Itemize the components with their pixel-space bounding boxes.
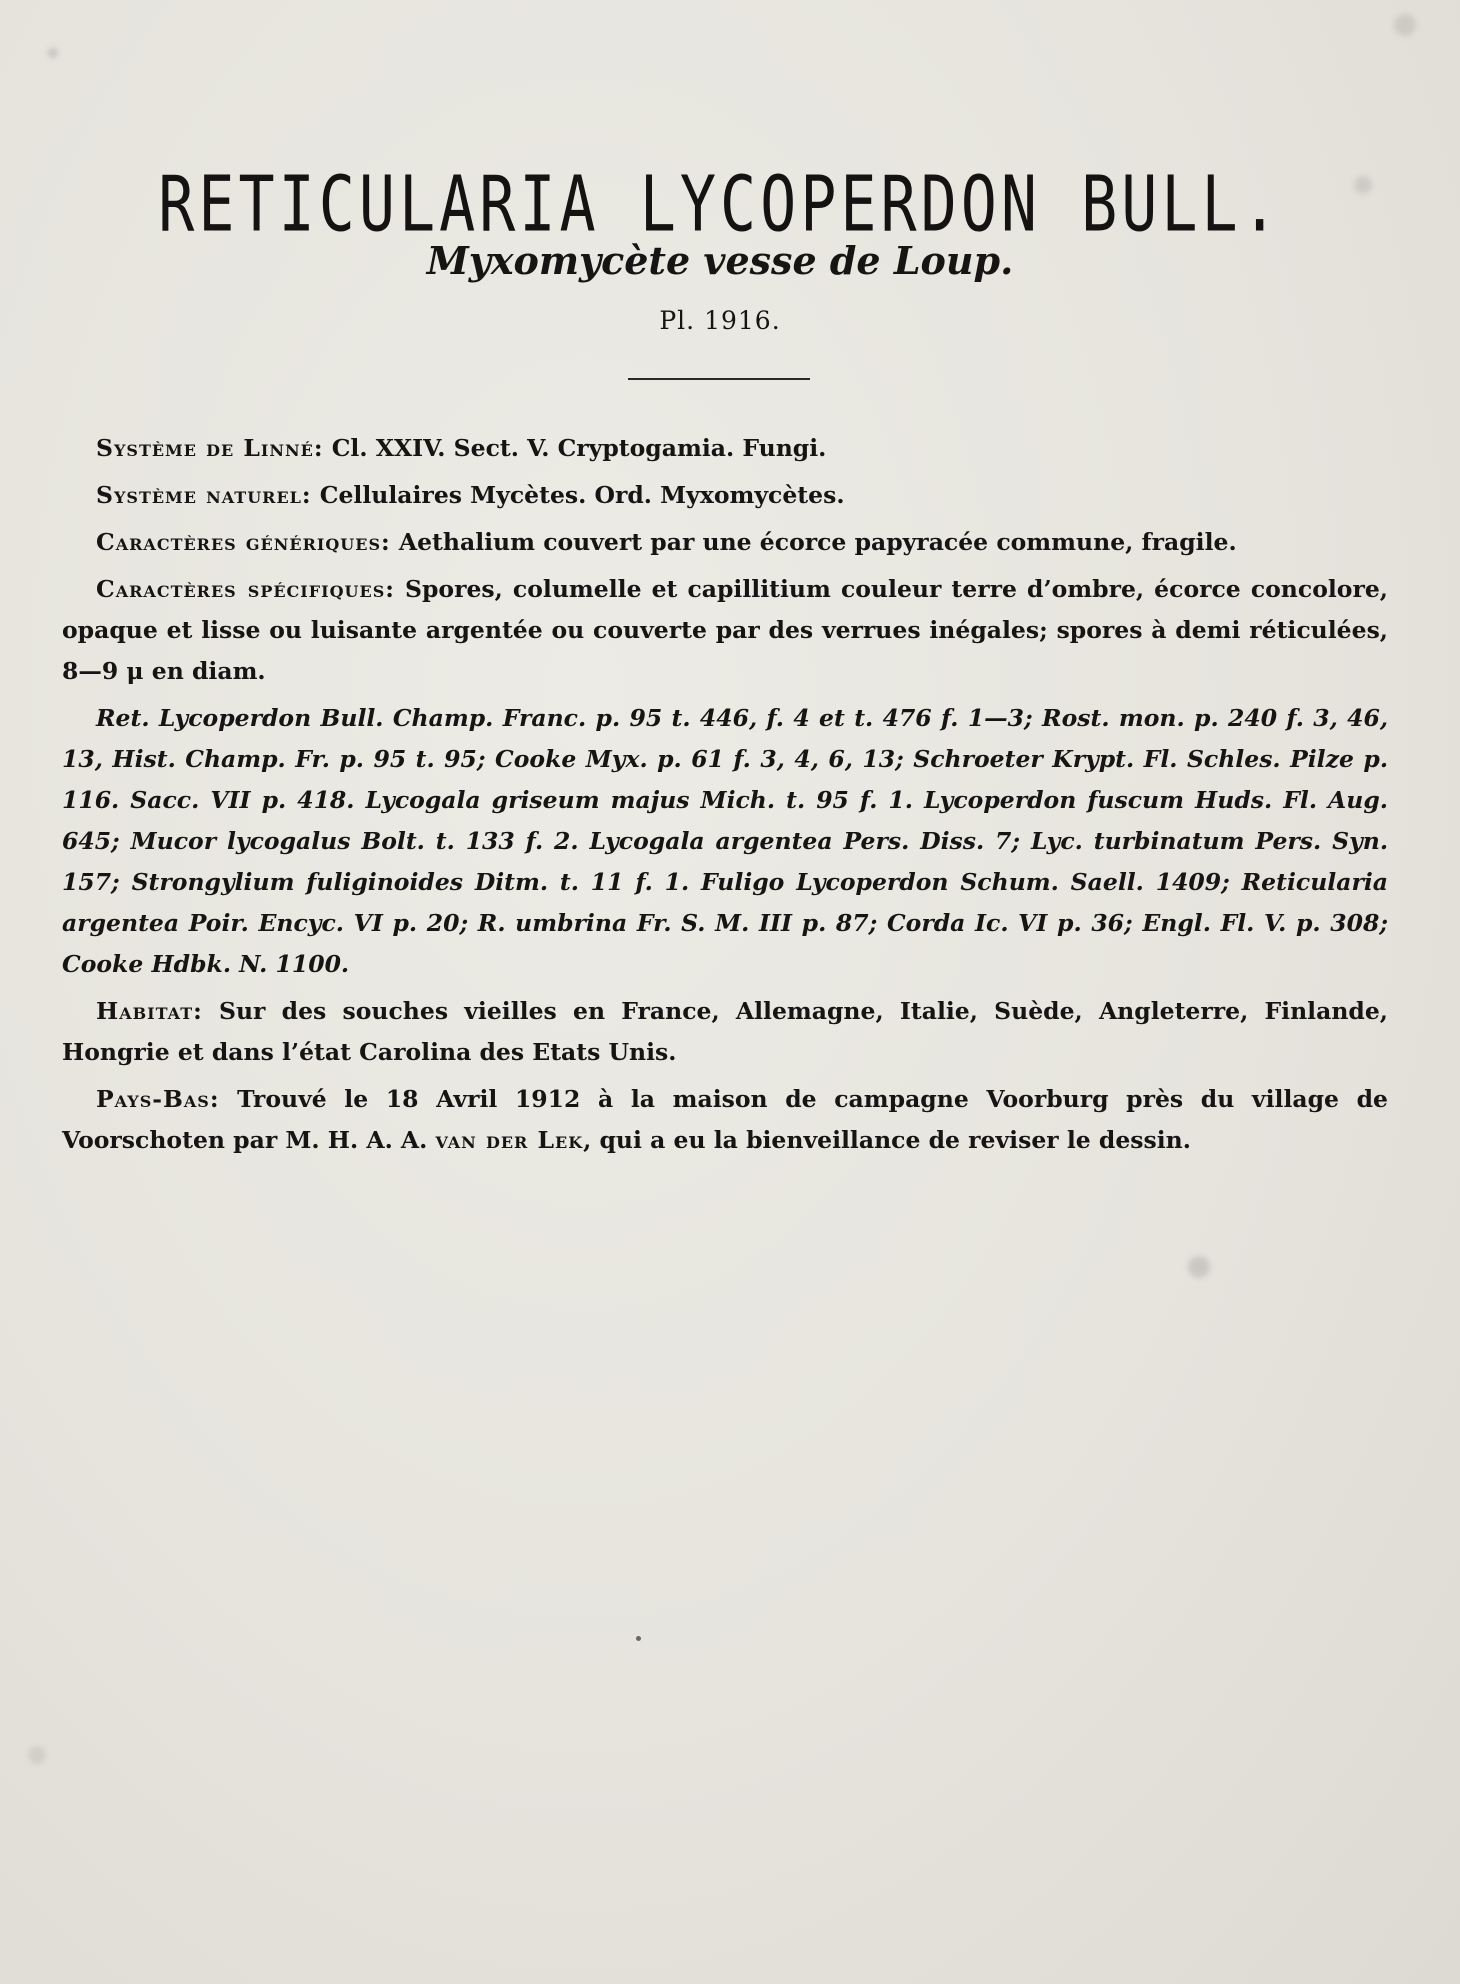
section-paysbas-text-a: Trouvé le 18 Avril 1912 à la maison de campagne Voorburg près du village de Voorschoten par M. H. A. A. — [62, 1085, 1388, 1154]
section-paysbas-label: Pays-Bas: — [96, 1085, 220, 1113]
section-habitat-label: Habitat: — [96, 997, 203, 1025]
plate-number: Pl. 1916. — [659, 306, 781, 335]
section-generiques-text: Aethalium couvert par une écorce papyracée commune, fragile. — [390, 528, 1237, 556]
page-subtitle: Myxomycète vesse de Loup. — [426, 238, 1014, 283]
section-habitat-text: Sur des souches vieilles en France, Allemagne, Italie, Suède, Angleterre, Finlande, Hongrie et dans l’état Carolina des Etats Unis. — [62, 997, 1388, 1066]
section-specifiques-label: Caractères spécifiques: — [96, 575, 395, 603]
section-naturel-label: Système naturel: — [96, 481, 312, 509]
section-linne — [62, 428, 1388, 469]
foxing-spot — [1188, 1256, 1210, 1278]
foxing-spot — [48, 48, 58, 58]
section-specifiques-text: Spores, columelle et capillitium couleur terre d’ombre, écorce concolore, opaque et lisse ou luisante argentée ou couverte par des verrues inégales; spores à demi réticulées, 8—9 μ en diam. — [62, 575, 1388, 685]
section-generiques — [62, 522, 1388, 563]
foxing-spot — [1394, 14, 1416, 36]
page-title: RETICULARIA LYCOPERDON BULL. — [158, 160, 1282, 250]
section-paysbas-text-b: , qui a eu la bienveillance de reviser le dessin. — [583, 1126, 1191, 1154]
section-naturel — [62, 475, 1388, 516]
title-divider — [628, 378, 810, 380]
section-linne-label: Système de Linné: — [96, 434, 324, 462]
section-references: Ret. Lycoperdon Bull. Champ. Franc. p. 95 t. 446, f. 4 et t. 476 f. 1—3; Rost. mon. p. 240 f. 3, 46, 13, Hist. Champ. Fr. p. 95 t. 95; Cooke Myx. p. 61 f. 3, 4, 6, 13; Schroeter Krypt. Fl. Schles. Pilze p. 116. Sacc. VII p. 418. Lycogala griseum majus Mich. t. 95 f. 1. Lycoperdon fuscum Huds. Fl. Aug. 645; Mucor lycogalus Bolt. t. 133 f. 2. Lycogala argentea Pers. Diss. 7; Lyc. turbinatum Pers. Syn. 157; Strongylium fuliginoides Ditm. t. 11 f. 1. Fuligo Lycoperdon Schum. Saell. 1409; Reticularia argentea Poir. Encyc. VI p. 20; R. umbrina Fr. S. M. III p. 87; Corda Ic. VI p. 36; Engl. Fl. V. p. 308; Cooke Hdbk. N. 1100. — [62, 704, 1388, 978]
foxing-spot — [636, 1636, 641, 1641]
section-generiques-label: Caractères génériques: — [96, 528, 391, 556]
section-paysbas — [62, 1079, 1388, 1161]
section-specifiques — [62, 569, 1388, 692]
section-naturel-text: Cellulaires Mycètes. Ord. Myxomycètes. — [311, 481, 845, 509]
section-habitat — [62, 991, 1388, 1073]
description-body — [62, 428, 1388, 1167]
foxing-spot — [28, 1746, 46, 1764]
collector-name: van der Lek — [435, 1126, 584, 1154]
section-linne-text: Cl. XXIV. Sect. V. Cryptogamia. Fungi. — [323, 434, 827, 462]
